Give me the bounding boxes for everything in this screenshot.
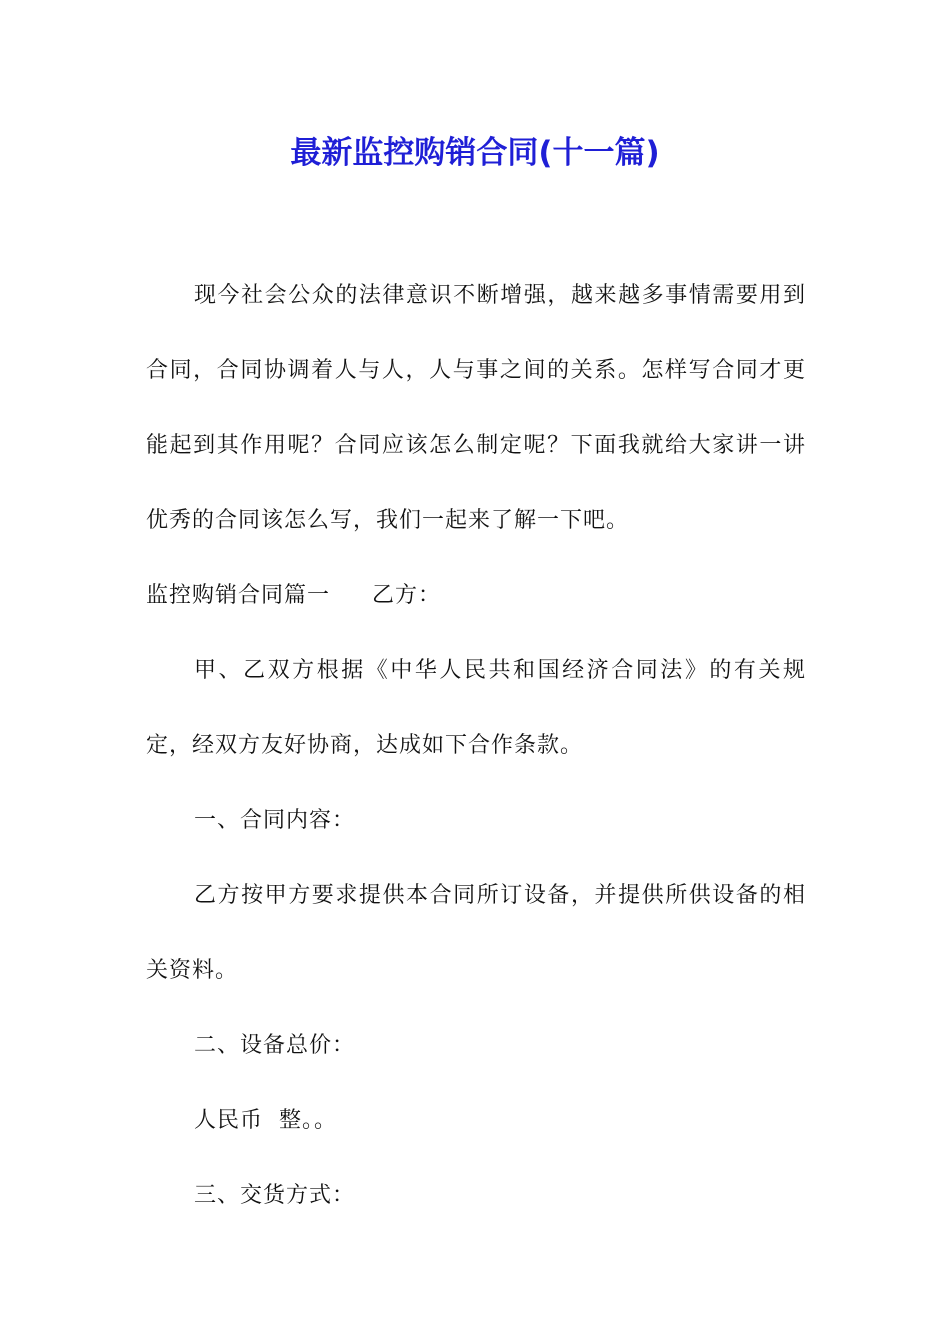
intro-paragraph: 现今社会公众的法律意识不断增强，越来越多事情需要用到合同，合同协调着人与人，人与事之间的关系。怎样写合同才更能起到其作用呢？合同应该怎么制定呢？下面我就给大家讲一讲优秀的合同该怎么写，我们一起来了解一下吧。 — [146, 283, 806, 533]
section-heading-line — [146, 558, 806, 633]
clause-1-text: 乙方按甲方要求提供本合同所订设备，并提供所供设备的相关资料。 — [146, 883, 806, 983]
basis-paragraph: 甲、乙双方根据《中华人民共和国经济合同法》的有关规定，经双方友好协商，达成如下合作条款。 — [146, 658, 806, 758]
document-title: 最新监控购销合同(十一篇) — [290, 135, 660, 171]
party-b-label: 乙方： — [372, 583, 442, 608]
clause-3-title: 三、交货方式： — [194, 1183, 356, 1208]
clause-2-text: 人民币 整。。 — [194, 1108, 337, 1133]
clause-2-title: 二、设备总价： — [194, 1033, 356, 1058]
section-heading: 监控购销合同篇一 — [146, 583, 331, 608]
document-body — [146, 258, 806, 1233]
clause-1-title: 一、合同内容： — [194, 808, 356, 833]
